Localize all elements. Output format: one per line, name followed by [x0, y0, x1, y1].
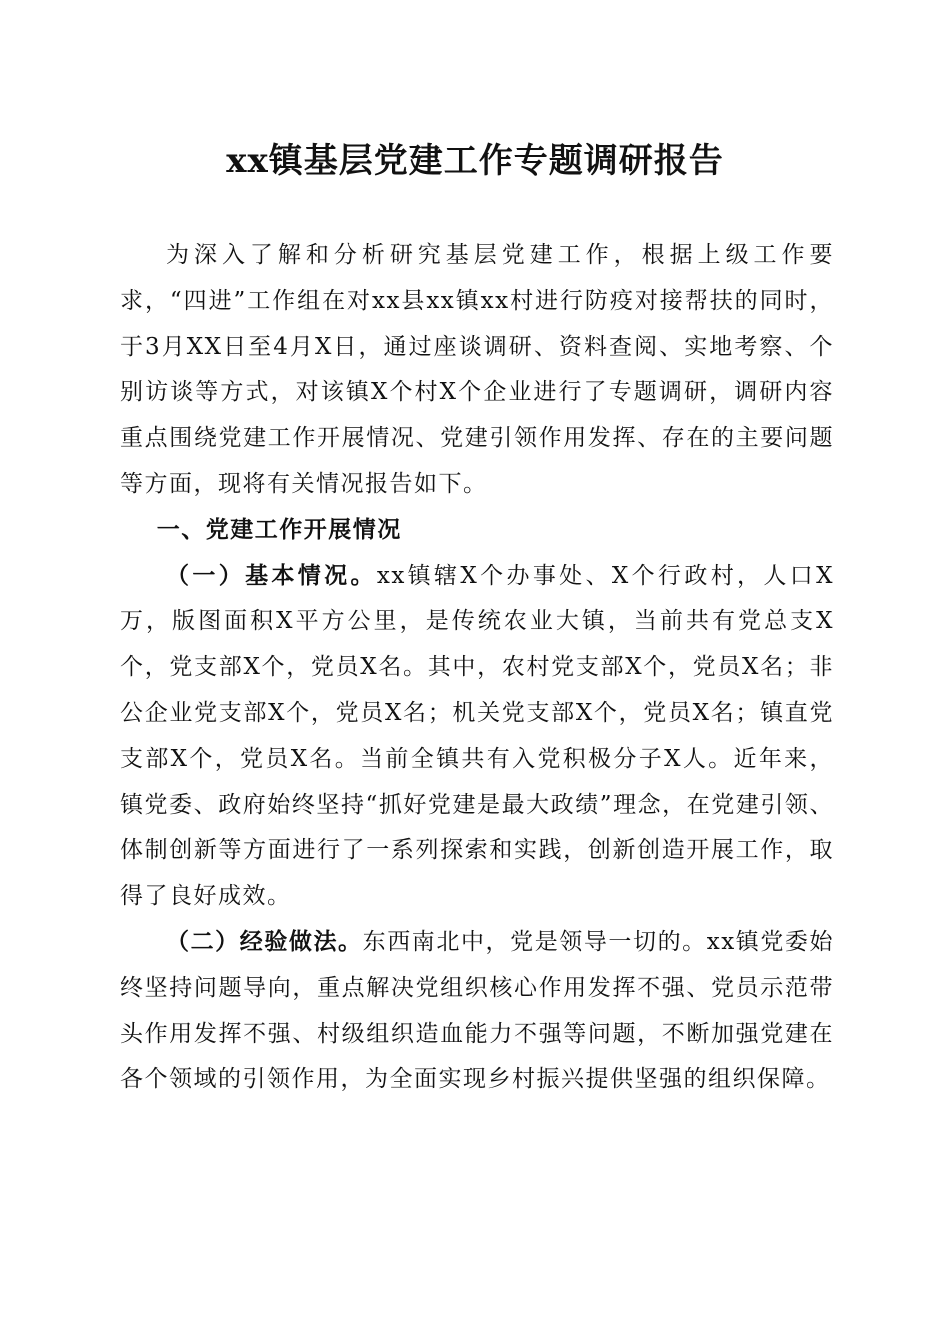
- document-body: [120, 233, 834, 1103]
- basic-situation-text: xx镇辖X个办事处、X个行政村，人口X万，版图面积X平方公里，是传统农业大镇，当前共有党总支X个，党支部X个，党员X名。其中，农村党支部X个，党员X名；非公企业党支部X个，党员X名；机关党支部X个，党员X名；镇直党支部X个，党员X名。当前全镇共有入党积极分子X人。近年来，镇党委、政府始终坚持“抓好党建是最大政绩”理念，在党建引领、体制创新等方面进行了一系列探索和实践，创新创造开展工作，取得了良好成效。: [120, 562, 834, 910]
- document-title: xx镇基层党建工作专题调研报告: [226, 141, 724, 181]
- experience-label: （二）经验做法。: [166, 928, 363, 955]
- intro-paragraph: 为深入了解和分析研究基层党建工作，根据上级工作要求，“四进”工作组在对xx县xx镇xx村进行防疫对接帮扶的同时，于3月XX日至4月X日，通过座谈调研、资料查阅、实地考察、个别访谈等方式，对该镇X个村X个企业进行了专题调研，调研内容重点围绕党建工作开展情况、党建引领作用发挥、存在的主要问题等方面，现将有关情况报告如下。: [120, 242, 834, 497]
- section-heading: 一、党建工作开展情况: [156, 516, 402, 543]
- experience-paragraph: [120, 920, 834, 1103]
- basic-situation-paragraph: [120, 554, 834, 920]
- experience-text: 东西南北中，党是领导一切的。xx镇党委始终坚持问题导向，重点解决党组织核心作用发挥不强、党员示范带头作用发挥不强、村级组织造血能力不强等问题，不断加强党建在各个领域的引领作用，为全面实现乡村振兴提供坚强的组织保障。: [120, 928, 835, 1093]
- basic-situation-label: （一）基本情况。: [166, 562, 377, 589]
